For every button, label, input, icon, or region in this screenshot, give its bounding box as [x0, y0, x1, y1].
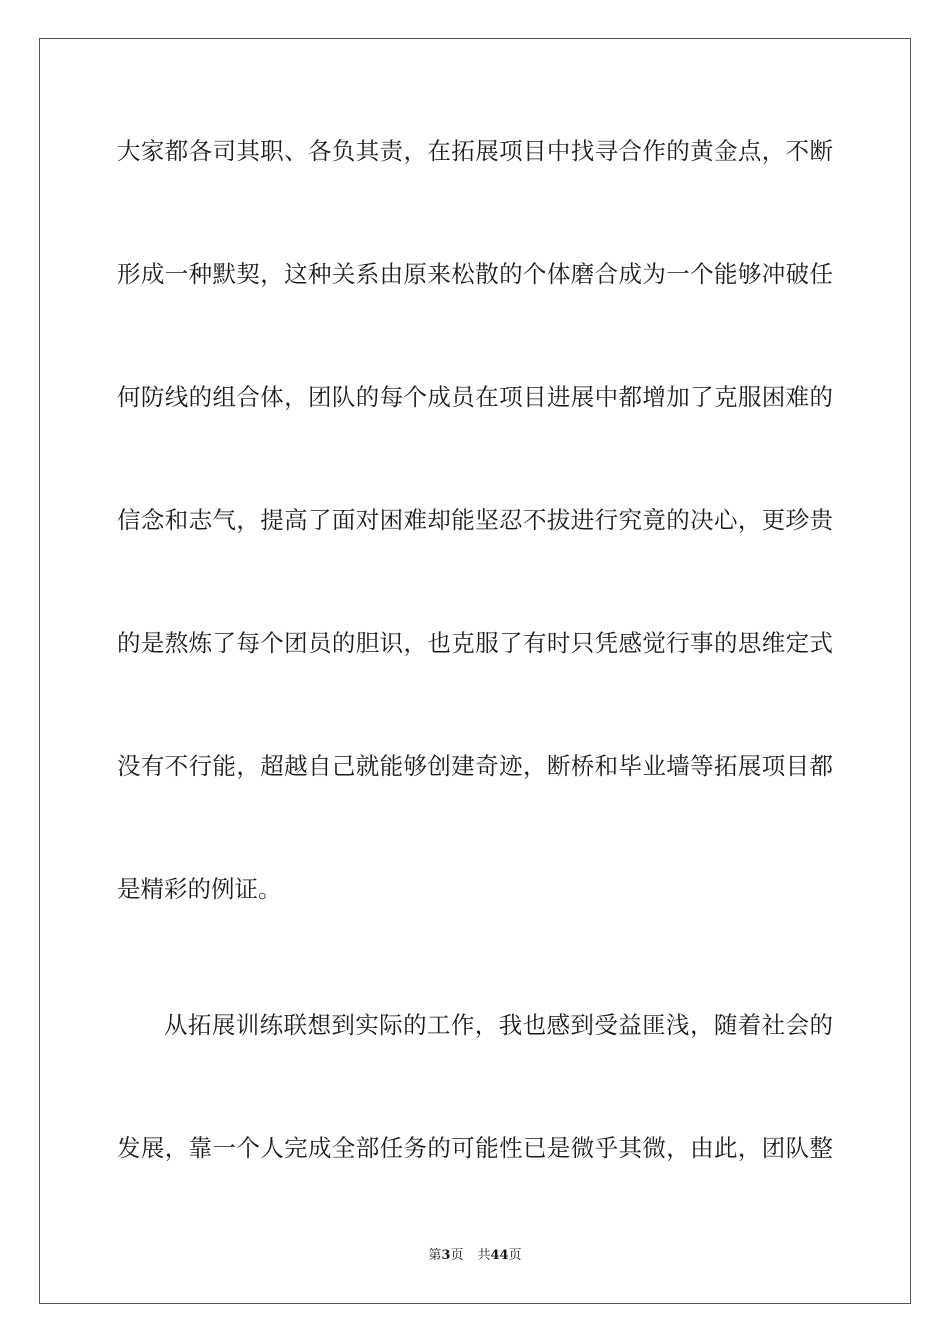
body-text-line: 是精彩的例证。: [117, 875, 282, 903]
page-number: 3: [441, 1248, 451, 1263]
body-text-line: 何防线的组合体，团队的每个成员在项目进展中都增加了克服困难的: [117, 383, 833, 411]
page-border: [39, 38, 911, 1304]
total-suffix: 页: [508, 1248, 522, 1263]
body-text-line: 形成一种默契，这种关系由原来松散的个体磨合成为一个能够冲破任: [117, 260, 833, 288]
body-text-line: 的是熬炼了每个团员的胆识，也克服了有时只凭感觉行事的思维定式: [117, 629, 833, 657]
total-pages: 44: [490, 1248, 509, 1263]
page-suffix: 页: [450, 1248, 464, 1263]
body-text-line: 没有不行能，超越自己就能够创建奇迹，断桥和毕业墙等拓展项目都: [117, 752, 833, 780]
body-text-line: 发展，靠一个人完成全部任务的可能性已是微乎其微，由此，团队整: [117, 1134, 833, 1162]
body-text-line: 信念和志气，提高了面对困难却能坚忍不拔进行究竟的决心，更珍贵: [117, 506, 833, 534]
page-footer: [0, 1247, 950, 1265]
total-prefix: 共: [477, 1248, 491, 1263]
body-text-line: 从拓展训练联想到实际的工作，我也感到受益匪浅，随着社会的: [164, 1011, 833, 1039]
page-prefix: 第: [428, 1248, 442, 1263]
body-text-line: 大家都各司其职、各负其责，在拓展项目中找寻合作的黄金点，不断: [117, 137, 833, 165]
